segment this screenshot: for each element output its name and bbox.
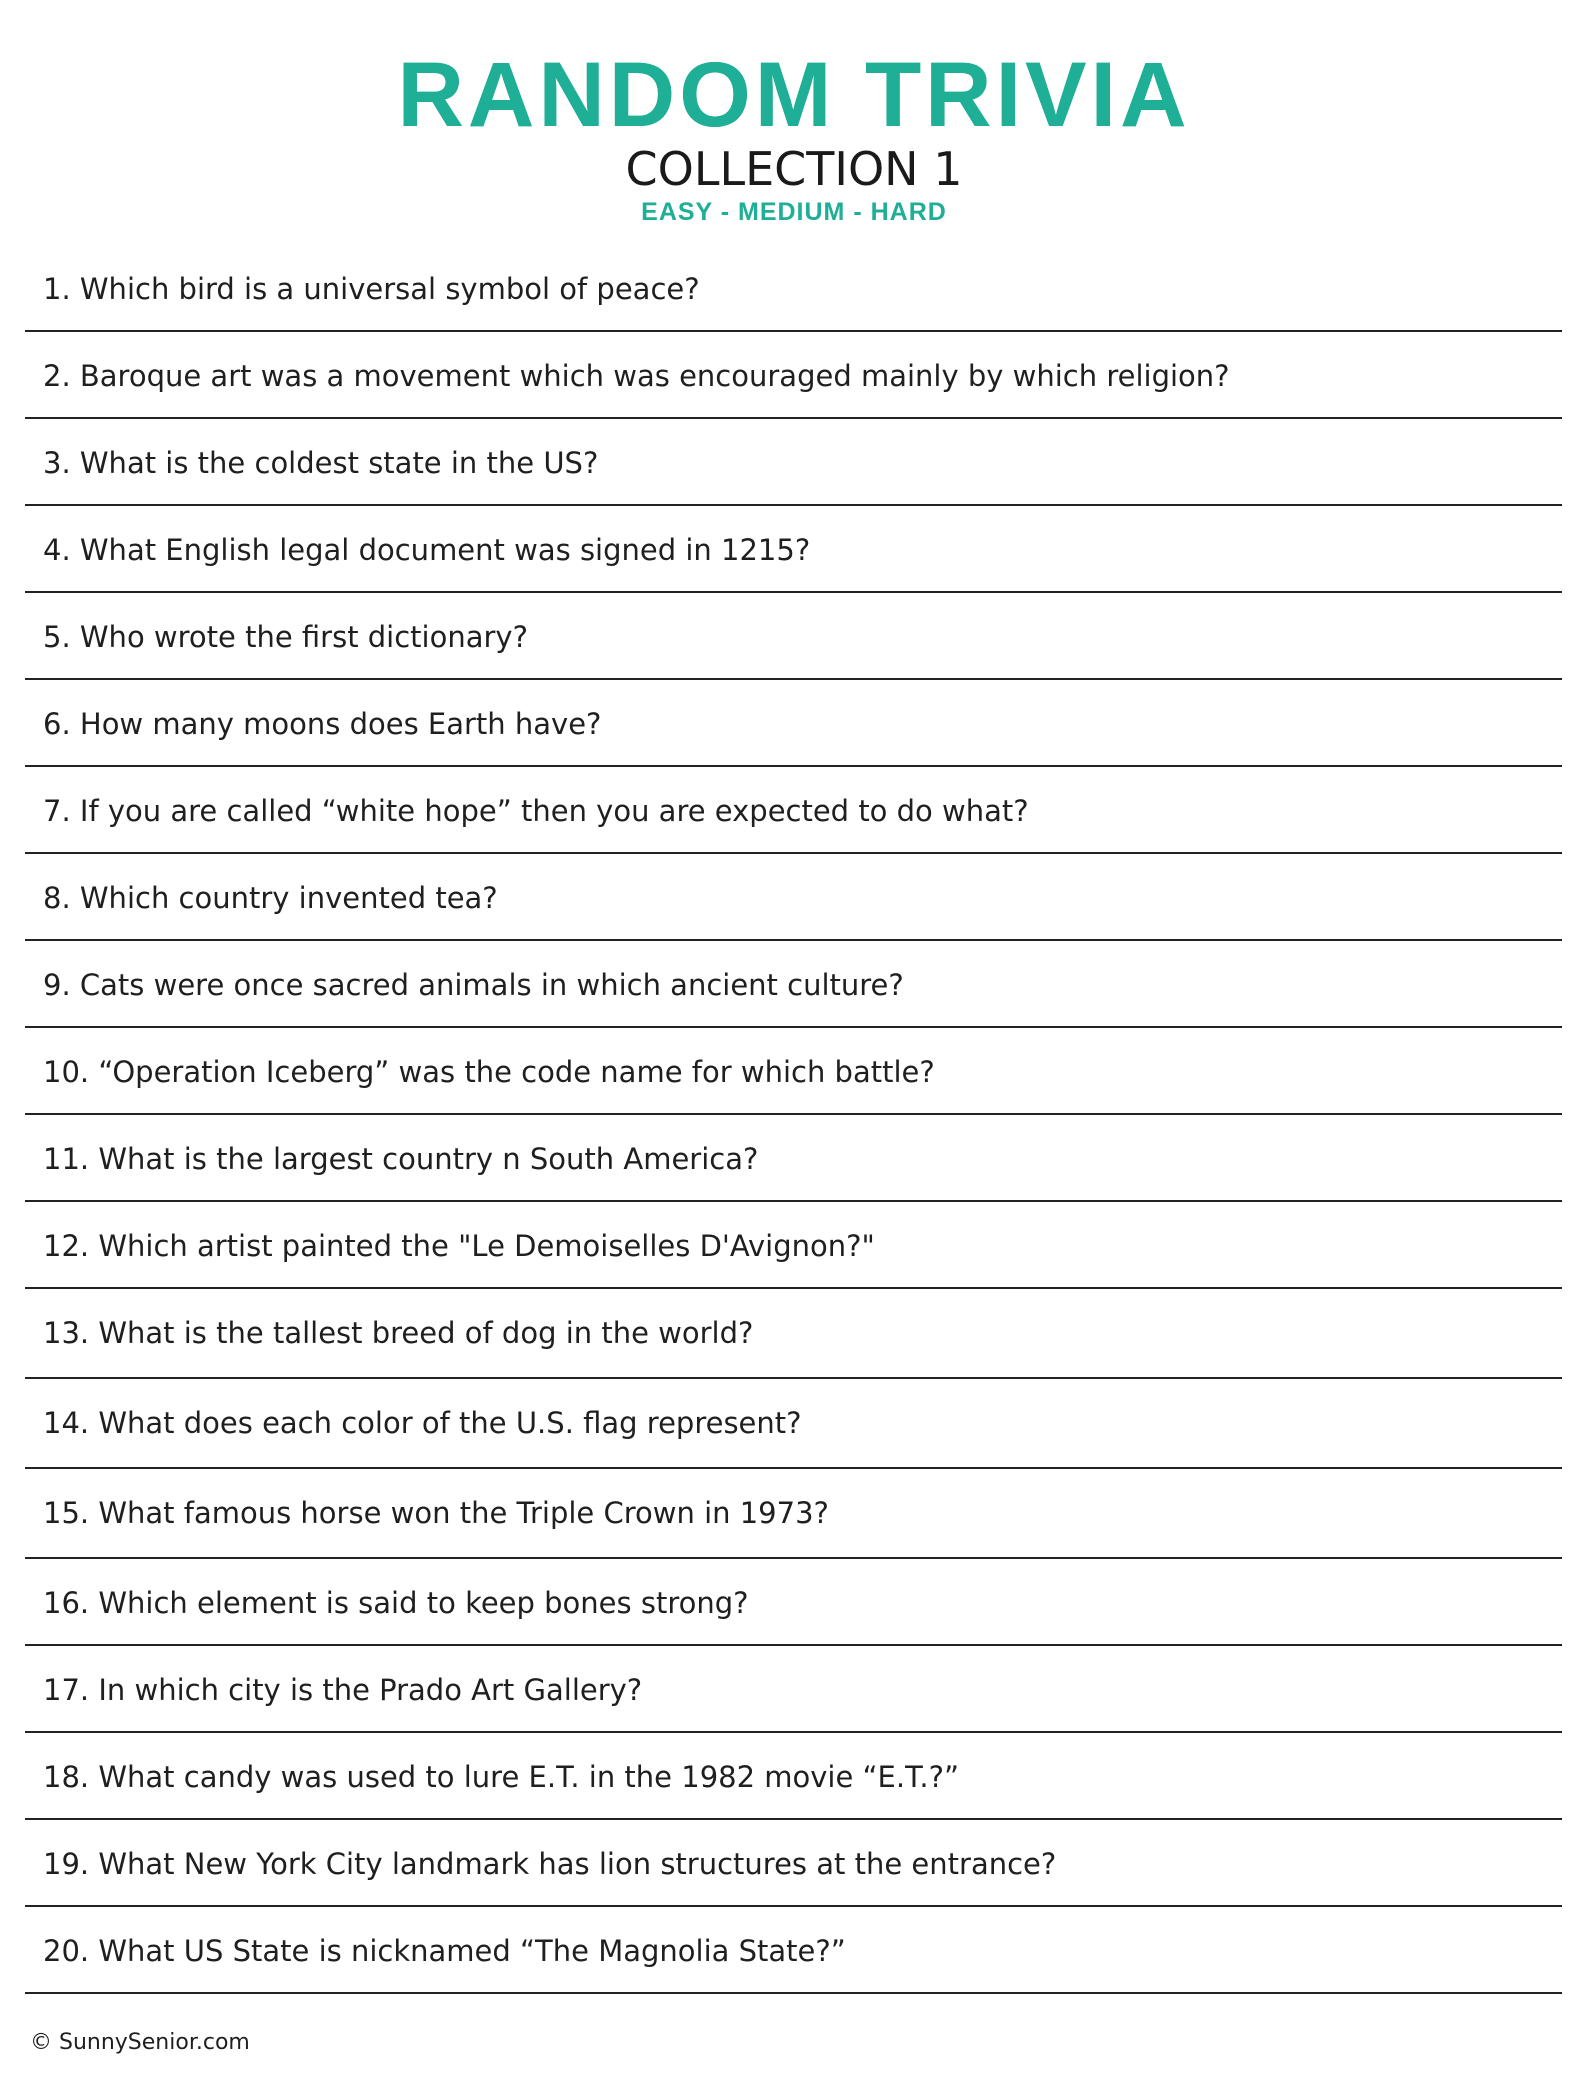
question-text: 18. What candy was used to lure E.T. in the 1982 movie “E.T.?” (43, 1760, 960, 1794)
question-row[interactable] (25, 767, 1562, 854)
question-row[interactable] (25, 1469, 1562, 1559)
question-text: 2. Baroque art was a movement which was encouraged mainly by which religion? (43, 359, 1230, 393)
question-row[interactable] (25, 1646, 1562, 1733)
difficulty-levels: EASY - MEDIUM - HARD (641, 198, 947, 226)
question-text: 19. What New York City landmark has lion structures at the entrance? (43, 1847, 1057, 1881)
question-row[interactable] (25, 854, 1562, 941)
question-text: 11. What is the largest country n South America? (43, 1142, 759, 1176)
question-row[interactable] (25, 680, 1562, 767)
question-text: 1. Which bird is a universal symbol of peace? (43, 272, 700, 306)
question-row[interactable] (25, 1289, 1562, 1379)
page-title: RANDOM TRIVIA (397, 44, 1191, 146)
question-text: 7. If you are called “white hope” then you are expected to do what? (43, 794, 1029, 828)
question-text: 13. What is the tallest breed of dog in the world? (43, 1316, 754, 1350)
question-text: 14. What does each color of the U.S. flag represent? (43, 1406, 802, 1440)
question-text: 17. In which city is the Prado Art Gallery? (43, 1673, 643, 1707)
question-text: 9. Cats were once sacred animals in which ancient culture? (43, 968, 904, 1002)
question-row[interactable] (25, 1028, 1562, 1115)
copyright-footer: © SunnySenior.com (30, 2030, 250, 2055)
question-row[interactable] (25, 1115, 1562, 1202)
question-text: 3. What is the coldest state in the US? (43, 446, 599, 480)
question-text: 12. Which artist painted the "Le Demoiselles D'Avignon?" (43, 1229, 875, 1263)
question-row[interactable] (25, 1907, 1562, 1994)
question-text: 6. How many moons does Earth have? (43, 707, 602, 741)
question-row[interactable] (25, 1559, 1562, 1646)
question-row[interactable] (25, 419, 1562, 506)
question-row[interactable] (25, 245, 1562, 332)
question-text: 20. What US State is nicknamed “The Magnolia State?” (43, 1934, 846, 1968)
question-row[interactable] (25, 1733, 1562, 1820)
question-row[interactable] (25, 941, 1562, 1028)
question-row[interactable] (25, 1202, 1562, 1289)
question-row[interactable] (25, 332, 1562, 419)
question-row[interactable] (25, 1379, 1562, 1469)
page-subtitle: COLLECTION 1 (625, 142, 963, 196)
question-text: 8. Which country invented tea? (43, 881, 498, 915)
question-text: 15. What famous horse won the Triple Crown in 1973? (43, 1496, 829, 1530)
question-text: 10. “Operation Iceberg” was the code name for which battle? (43, 1055, 935, 1089)
question-row[interactable] (25, 1820, 1562, 1907)
question-list (25, 245, 1562, 1994)
question-row[interactable] (25, 593, 1562, 680)
question-text: 16. Which element is said to keep bones strong? (43, 1586, 749, 1620)
question-text: 5. Who wrote the first dictionary? (43, 620, 528, 654)
question-text: 4. What English legal document was signed in 1215? (43, 533, 811, 567)
question-row[interactable] (25, 506, 1562, 593)
